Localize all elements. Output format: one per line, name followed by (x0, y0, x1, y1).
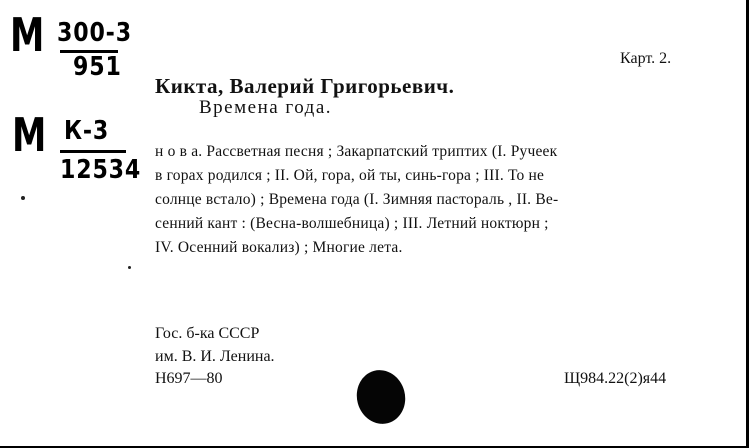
handwritten-code-bottom: К-3 (64, 116, 110, 146)
handwritten-mark-top: М (10, 8, 43, 62)
ink-speck (21, 196, 25, 200)
punch-hole (351, 365, 411, 430)
card-number: Карт. 2. (620, 50, 672, 67)
handwritten-code-top: 300-3 (57, 18, 132, 48)
handwritten-mark-bottom: М (12, 108, 45, 162)
author-heading: Кикта, Валерий Григорьевич. (155, 74, 455, 98)
contents-line: солнце встало) ; Времена года (I. Зимняя пастораль , II. Ве- (155, 191, 559, 208)
classification-code: Щ984.22(2)я44 (564, 370, 667, 387)
card-code: Н697—80 (155, 370, 223, 387)
contents-line: н о в а. Рассветная песня ; Закарпатский триптих (I. Ручеек (155, 143, 558, 160)
contents-paragraph (155, 140, 690, 260)
work-title: Времена года. (199, 97, 333, 118)
contents-line: в горах родился ; II. Ой, гора, ой ты, синь-гора ; III. То не (155, 167, 545, 184)
contents-line: сенний кант : (Весна-волшебница) ; III. Летний ноктюрн ; (155, 215, 549, 232)
library-line-2: им. В. И. Ленина. (155, 348, 275, 365)
handwritten-sub-bottom: 12534 (60, 155, 142, 185)
handwritten-sub-top: 951 (73, 52, 122, 82)
contents-line: IV. Осенний вокализ) ; Многие лета. (155, 239, 403, 256)
ink-speck (128, 266, 131, 269)
library-line-1: Гос. б-ка СССР (155, 325, 260, 342)
handwritten-divider-bottom (60, 150, 126, 153)
